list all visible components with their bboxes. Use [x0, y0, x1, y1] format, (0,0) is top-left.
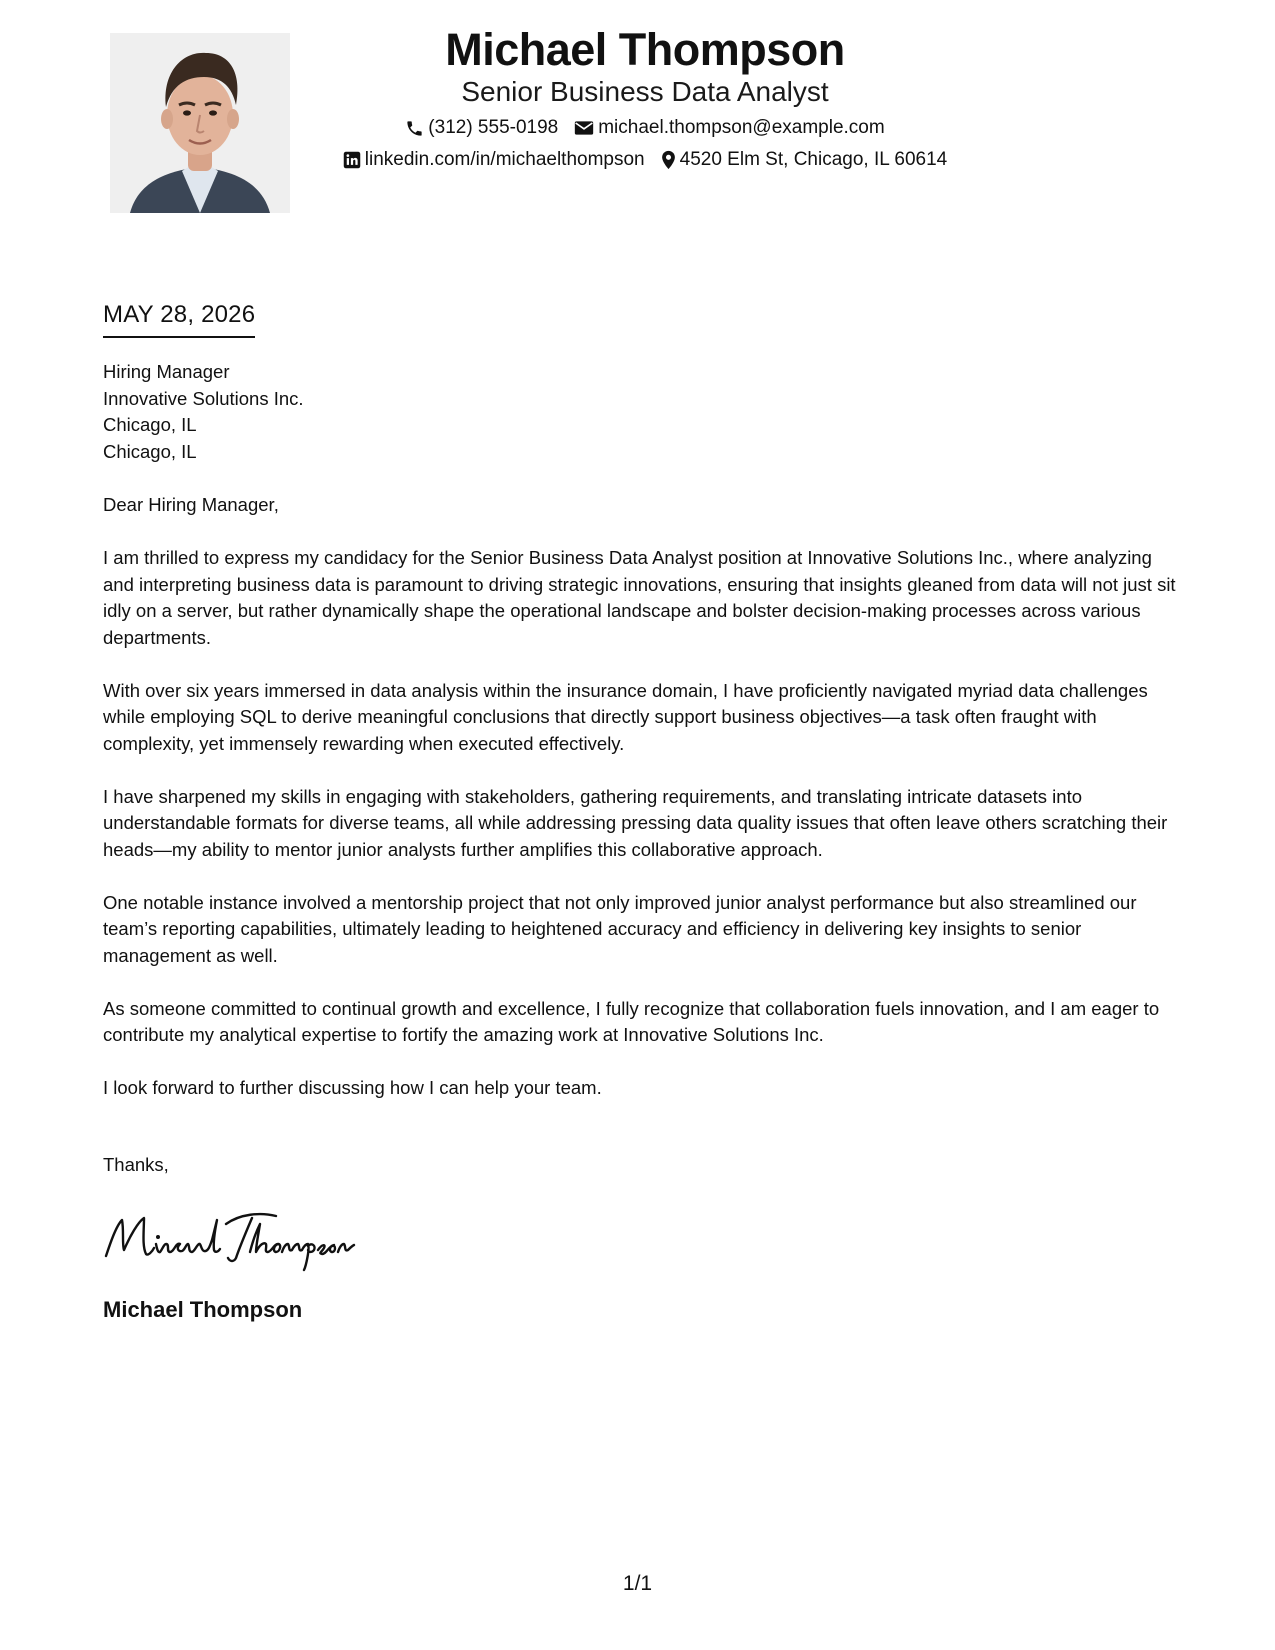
email-address: michael.thompson@example.com: [598, 117, 885, 138]
recipient-block: [103, 359, 304, 465]
contact-row-secondary: [300, 148, 990, 172]
body-paragraph: I have sharpened my skills in engaging with stakeholders, gathering requirements, and translating intricate datasets into understandable formats for diverse teams, all while addressing pressing data quality issues that often leave others scratching their heads—my ability to mentor junior analysts further amplifies this collaborative approach.: [103, 785, 1168, 860]
profile-photo: [110, 33, 290, 213]
page-number: 1/1: [622, 1572, 653, 1595]
letter-date: MAY 28, 2026: [103, 300, 255, 338]
recipient-line: Chicago, IL: [103, 414, 197, 435]
salutation: Dear Hiring Manager,: [103, 494, 279, 515]
recipient-line: Innovative Solutions Inc.: [103, 387, 304, 409]
profile-photo-illustration: [110, 33, 290, 213]
body-paragraph: I look forward to further discussing how I can help your team.: [103, 1077, 602, 1098]
envelope-icon: [574, 120, 594, 136]
applicant-title: Senior Business Data Analyst: [461, 76, 829, 107]
signer-name: Michael Thompson: [103, 1297, 303, 1322]
contact-phone[interactable]: [405, 116, 558, 140]
contact-linkedin[interactable]: [343, 148, 645, 172]
letter-body: [103, 492, 1178, 1128]
linkedin-url: linkedin.com/in/michaelthompson: [364, 149, 645, 170]
body-paragraph: As someone committed to continual growth and excellence, I fully recognize that collaboration fuels innovation, and I am eager to contribute my analytical expertise to fortify the amazing work at Innovative Solutions Inc.: [103, 997, 1160, 1045]
contact-address: [661, 148, 948, 172]
linkedin-icon: [343, 151, 361, 169]
phone-number: (312) 555-0198: [428, 117, 559, 138]
phone-icon: [405, 119, 424, 138]
closing: Thanks,: [103, 1154, 169, 1175]
body-paragraph: One notable instance involved a mentorship project that not only improved junior analyst performance but also streamlined our team’s reporting capabilities, ultimately leading to heightened accuracy and efficiency in delivering key insights to senior management as well.: [103, 891, 1137, 966]
applicant-name: Michael Thompson: [445, 24, 845, 75]
handwritten-signature: [100, 1204, 370, 1274]
body-paragraph: With over six years immersed in data analysis within the insurance domain, I have proficiently navigated myriad data challenges while employing SQL to derive meaningful conclusions that directly support business objectives—a task often fraught with complexity, yet immensely rewarding when executed effectively.: [103, 679, 1148, 754]
letter-header: [300, 22, 990, 172]
body-paragraph: I am thrilled to express my candidacy for the Senior Business Data Analyst position at Innovative Solutions Inc., where analyzing and interpreting business data is paramount to driving strategic innovations, ensuring that insights gleaned from data will not just sit idly on a server, but rather dynamically shape the operational landscape and bolster decision-making processes across various departments.: [103, 547, 1176, 648]
street-address: 4520 Elm St, Chicago, IL 60614: [679, 149, 948, 170]
contact-email[interactable]: [574, 116, 884, 140]
recipient-line: Hiring Manager: [103, 361, 230, 382]
contact-row-primary: [300, 116, 990, 140]
map-pin-icon: [661, 150, 676, 170]
recipient-line: Chicago, IL: [103, 440, 197, 462]
